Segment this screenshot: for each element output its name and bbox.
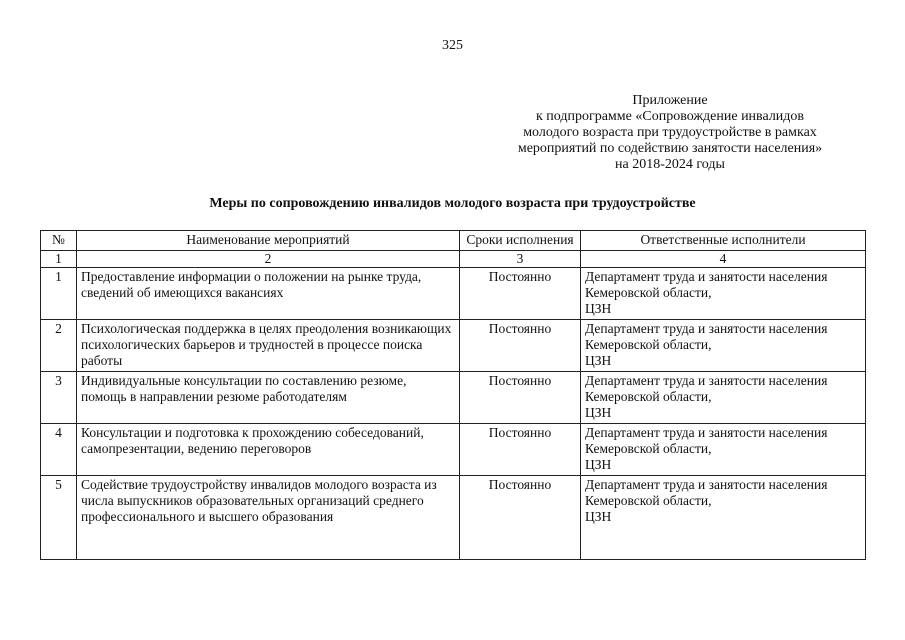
column-index: 2	[77, 251, 460, 268]
column-index: 3	[460, 251, 581, 268]
appendix-line: к подпрограмме «Сопровождение инвалидов	[535, 109, 805, 124]
row-responsible: Департамент труда и занятости населения Кемеровской области, ЦЗН	[581, 476, 866, 560]
measures-table	[40, 230, 866, 560]
column-index-row	[41, 251, 866, 268]
row-measure: Консультации и подготовка к прохождению собеседований, самопрезентации, ведению переговоров	[77, 424, 460, 476]
header-responsible: Ответственные исполнители	[581, 231, 866, 251]
row-measure: Психологическая поддержка в целях преодоления возникающих психологических барьеров и трудностей в процессе поиска работы	[77, 320, 460, 372]
row-responsible: Департамент труда и занятости населения Кемеровской области, ЦЗН	[581, 372, 866, 424]
row-number: 3	[41, 372, 77, 424]
table-row	[41, 320, 866, 372]
row-responsible: Департамент труда и занятости населения Кемеровской области, ЦЗН	[581, 320, 866, 372]
appendix-note	[500, 93, 840, 173]
header-term: Сроки исполнения	[460, 231, 581, 251]
table-header-row	[41, 231, 866, 251]
row-number: 5	[41, 476, 77, 560]
table-row	[41, 372, 866, 424]
column-index: 1	[41, 251, 77, 268]
row-number: 1	[41, 268, 77, 320]
row-responsible: Департамент труда и занятости населения Кемеровской области, ЦЗН	[581, 424, 866, 476]
appendix-line: молодого возраста при трудоустройстве в рамках	[523, 125, 817, 140]
row-term: Постоянно	[460, 372, 581, 424]
row-measure: Индивидуальные консультации по составлению резюме, помощь в направлении резюме работодателям	[77, 372, 460, 424]
appendix-line: на 2018-2024 годы	[615, 157, 725, 172]
table-row	[41, 268, 866, 320]
row-term: Постоянно	[460, 424, 581, 476]
row-number: 4	[41, 424, 77, 476]
row-measure: Предоставление информации о положении на рынке труда, сведений об имеющихся вакансиях	[77, 268, 460, 320]
header-number: №	[41, 231, 77, 251]
column-index: 4	[581, 251, 866, 268]
appendix-line: мероприятий по содействию занятости населения»	[517, 141, 823, 156]
row-number: 2	[41, 320, 77, 372]
page-number: 325	[442, 38, 463, 53]
document-title: Меры по сопровождению инвалидов молодого возраста при трудоустройстве	[209, 196, 696, 211]
row-term: Постоянно	[460, 320, 581, 372]
row-measure: Содействие трудоустройству инвалидов молодого возраста из числа выпускников образовательных организаций среднего профессионального и высшего образования	[77, 476, 460, 560]
row-term: Постоянно	[460, 268, 581, 320]
row-term: Постоянно	[460, 476, 581, 560]
header-name: Наименование мероприятий	[77, 231, 460, 251]
table-row	[41, 424, 866, 476]
appendix-line: Приложение	[632, 93, 708, 108]
row-responsible: Департамент труда и занятости населения Кемеровской области, ЦЗН	[581, 268, 866, 320]
table-row	[41, 476, 866, 560]
